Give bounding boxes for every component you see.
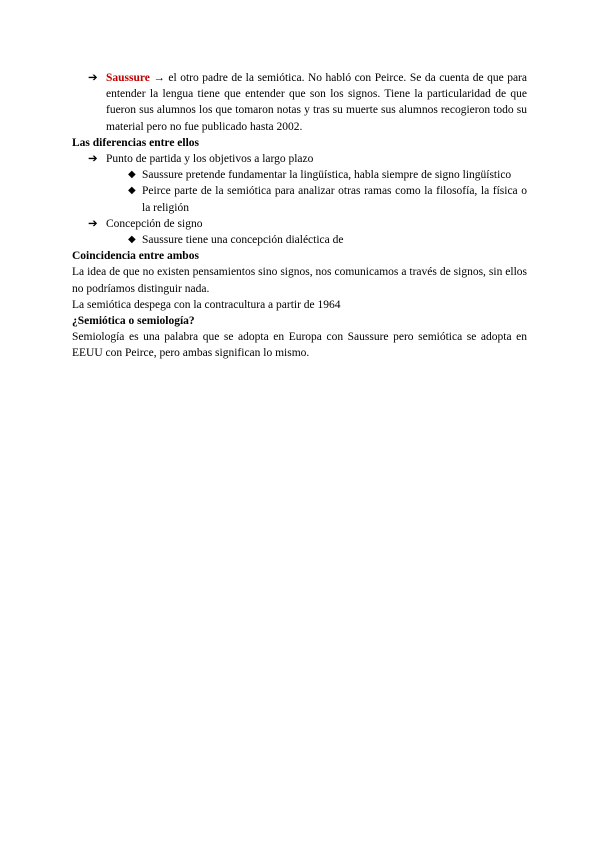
diferencias-item-1-label: Punto de partida y los objetivos a largo plazo — [106, 153, 314, 166]
document-body — [72, 70, 527, 362]
semiotica-paragraph: Semiología es una palabra que se adopta en Europa con Saussure pero semiótica se adopta en EEUU con Peirce, pero ambas significan lo mismo. — [72, 331, 527, 360]
diferencias-item-2-label: Concepción de signo — [106, 217, 203, 230]
arrow-bullet-icon: ➔ — [88, 72, 98, 84]
diferencias-heading: Las diferencias entre ellos — [72, 136, 200, 149]
arrow-bullet-icon: ➔ — [88, 217, 98, 230]
coincidencia-paragraph-1: La idea de que no existen pensamientos sino signos, nos comunicamos a través de signos, sin ellos no podríamos distinguir nada. — [72, 266, 527, 295]
coincidencia-paragraph-2: La semiótica despega con la contracultura a partir de 1964 — [72, 298, 341, 311]
sub-item-text: Saussure pretende fundamentar la lingüística, habla siempre de signo lingüístico — [142, 169, 512, 182]
diamond-bullet-icon: ◆ — [128, 185, 136, 197]
diamond-bullet-icon: ◆ — [128, 169, 136, 181]
saussure-name: Saussure — [106, 72, 150, 84]
coincidencia-heading: Coincidencia entre ambos — [72, 250, 199, 263]
semiotica-heading: ¿Semiótica o semiología? — [72, 315, 195, 328]
diferencias-item-1-sub-2 — [72, 183, 527, 215]
diamond-bullet-icon: ◆ — [128, 234, 136, 246]
diferencias-item-2 — [72, 216, 527, 232]
diferencias-item-2-sub-1 — [72, 232, 527, 248]
diferencias-item-1-sub-1 — [72, 167, 527, 183]
arrow-bullet-icon: ➔ — [88, 153, 98, 166]
sub-item-text: Saussure tiene una concepción dialéctica de — [142, 234, 344, 247]
sub-item-text: Peirce parte de la semiótica para analizar otras ramas como la filosofía, la física o la religión — [142, 185, 527, 214]
diferencias-item-1 — [72, 151, 527, 167]
saussure-paragraph — [72, 70, 527, 135]
saussure-text: → el otro padre de la semiótica. No habló con Peirce. Se da cuenta de que para entender la lengua tiene que entender que son los signos. Tiene la particularidad de que fueron sus alumnos los que tomaron notas y tras su muerte sus alumnos recogieron todo su material pero no fue publicado hasta 2002. — [106, 72, 527, 133]
